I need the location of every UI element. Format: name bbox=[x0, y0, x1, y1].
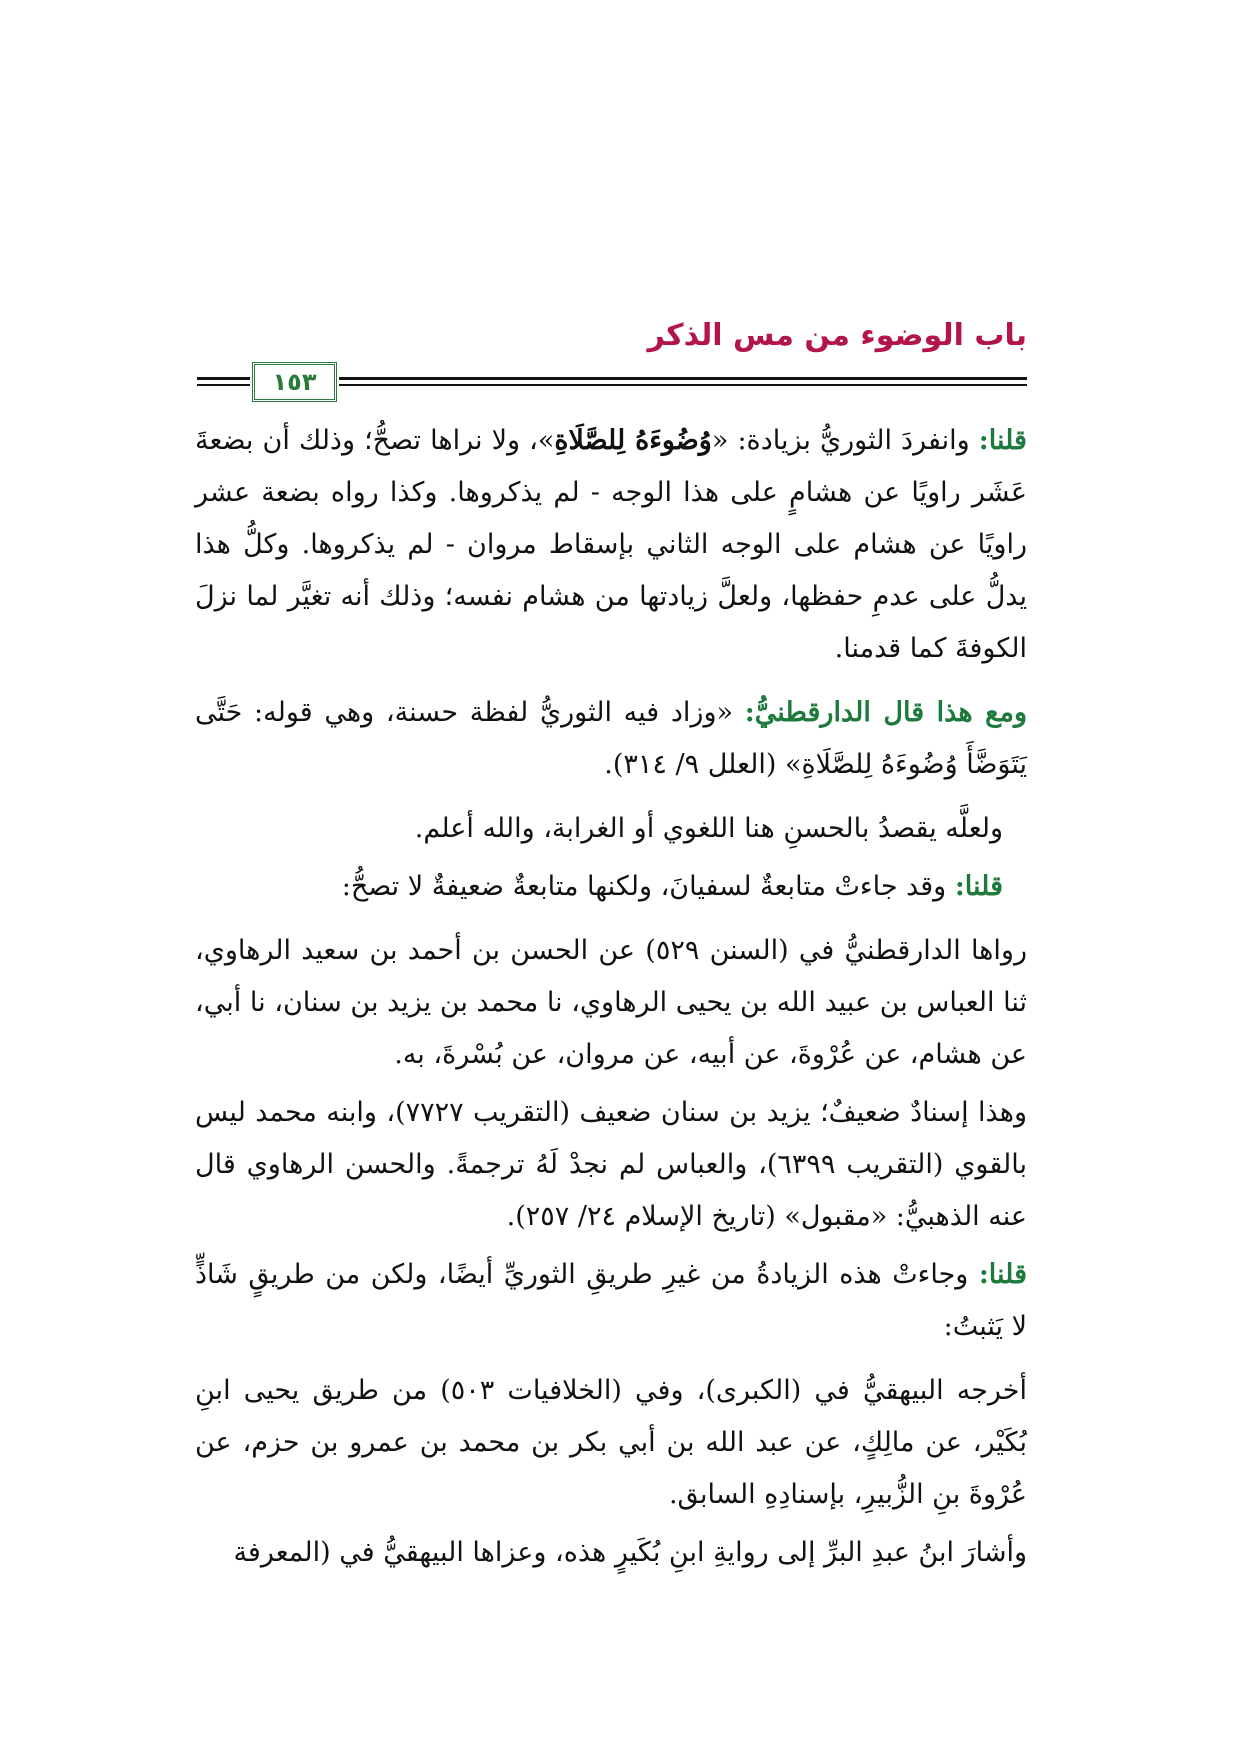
page-header bbox=[197, 318, 1027, 398]
lead-label: قلنا: bbox=[978, 425, 1027, 456]
text-segment: »، ولا نراها تصحُّ؛ وذلك أن بضعةَ عَشَر راويًا عن هشامٍ على هذا الوجه - لم يذكروها. وكذا رواه بضعة عشر راويًا عن هشام على الوجه الثاني بإسقاط مروان - لم يذكروها. وكلُّ هذا يدلُّ على عدمِ حفظها، ولعلَّ زيادتها من هشام نفسه؛ وذلك أنه تغيَّر لما نزلَ الكوفةَ كما قدمنا. bbox=[195, 425, 1027, 664]
text-segment: وانفردَ الثوريُّ بزيادة: « bbox=[711, 425, 970, 456]
lead-label: ومع هذا قال الدارقطنيُّ: bbox=[744, 697, 1027, 728]
paragraph-8 bbox=[195, 1365, 1027, 1521]
hadith-quote: وُضُوءَهُ لِلصَّلَاةِ bbox=[554, 425, 712, 456]
paragraph-text: ولعلَّه يقصدُ بالحسنِ هنا اللغوي أو الغرابة، والله أعلم. bbox=[414, 813, 1003, 844]
page-number-badge: ١٥٣ bbox=[252, 362, 337, 402]
lead-label: قلنا: bbox=[978, 1259, 1027, 1290]
paragraph-text: وجاءتْ هذه الزيادةُ من غيرِ طريقِ الثوريِّ أيضًا، ولكن من طريقٍ شَاذٍّ لا يَثبتُ: bbox=[195, 1259, 1027, 1342]
paragraph-4 bbox=[195, 861, 1027, 913]
paragraph-2 bbox=[195, 687, 1027, 791]
paragraph-5 bbox=[195, 925, 1027, 1081]
chapter-title: باب الوضوء من مس الذكر bbox=[647, 318, 1027, 353]
page-body bbox=[195, 415, 1027, 1585]
paragraph-3 bbox=[195, 803, 1027, 855]
paragraph-9 bbox=[195, 1527, 1027, 1579]
lead-label: قلنا: bbox=[954, 871, 1003, 902]
paragraph-text: أخرجه البيهقيُّ في (الكبرى)، وفي (الخلافيات ٥٠٣) من طريق يحيى ابنِ بُكَيْر، عن مالِكٍ، عن عبد الله بن أبي بكر بن محمد بن عمرو بن حزم، عن عُرْوةَ بنِ الزُّبيرِ، بإسنادِهِ السابق. bbox=[195, 1375, 1027, 1510]
paragraph-7 bbox=[195, 1249, 1027, 1353]
paragraph-1 bbox=[195, 415, 1027, 675]
paragraph-6 bbox=[195, 1087, 1027, 1243]
paragraph-text: «وزاد فيه الثوريُّ لفظة حسنة، وهي قوله: حَتَّى يَتَوَضَّأَ وُضُوءَهُ لِلصَّلَاةِ» (العلل ٩/ ٣١٤). bbox=[195, 697, 1027, 780]
paragraph-text: وهذا إسنادٌ ضعيفٌ؛ يزيد بن سنان ضعيف (التقريب ٧٧٢٧)، وابنه محمد ليس بالقوي (التقريب ٦٣٩٩)، والعباس لم نجدْ لَهُ ترجمةً. والحسن الرهاوي قال عنه الذهبيُّ: «مقبول» (تاريخ الإسلام ٢٤/ ٢٥٧). bbox=[195, 1097, 1027, 1232]
paragraph-text: وقد جاءتْ متابعةٌ لسفيانَ، ولكنها متابعةٌ ضعيفةٌ لا تصحُّ: bbox=[341, 871, 947, 902]
paragraph-text: وأشارَ ابنُ عبدِ البرِّ إلى روايةِ ابنِ بُكَيرٍ هذه، وعزاها البيهقيُّ في (المعرفة bbox=[233, 1537, 1027, 1568]
paragraph-text: رواها الدارقطنيُّ في (السنن ٥٢٩) عن الحسن بن أحمد بن سعيد الرهاوي، ثنا العباس بن عبيد الله بن يحيى الرهاوي، نا محمد بن يزيد بن سنان، نا أبي، عن هشام، عن عُرْوةَ، عن أبيه، عن مروان، عن بُسْرةَ، به. bbox=[195, 935, 1027, 1070]
